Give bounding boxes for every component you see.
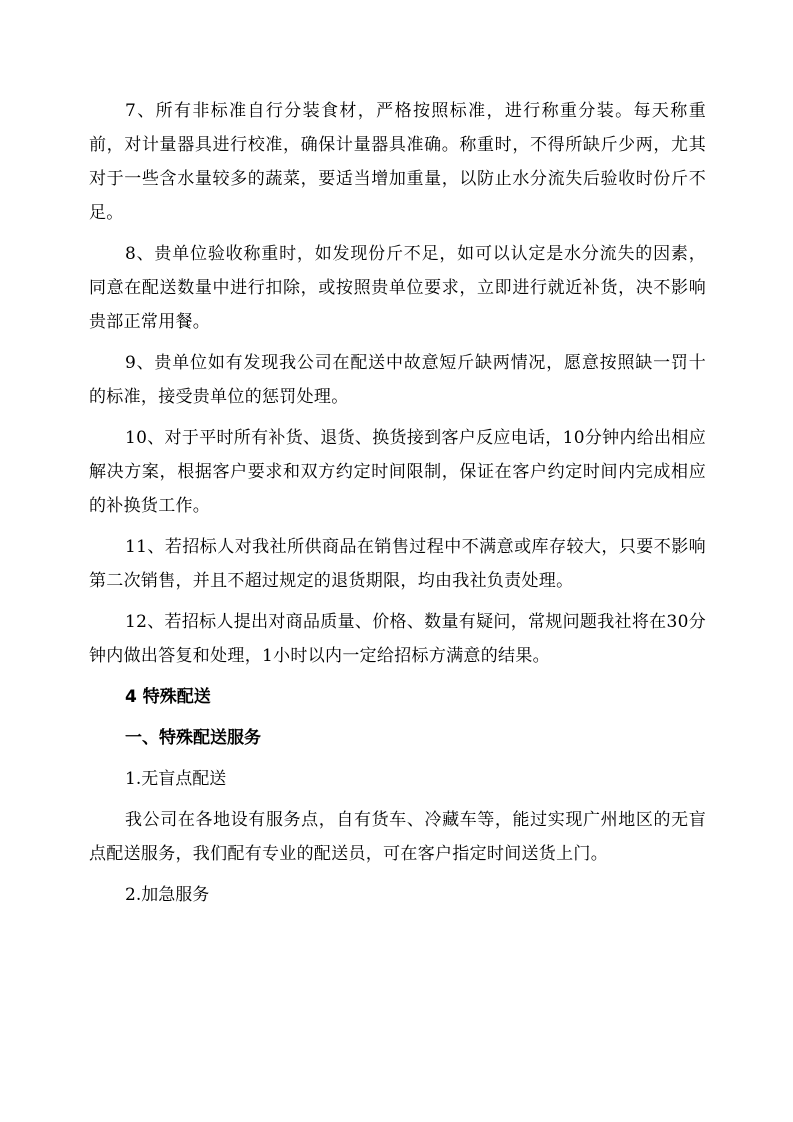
paragraph-7: 7、所有非标准自行分装食材，严格按照标准，进行称重分装。每天称重前，对计量器具进行校准，确保计量器具准确。称重时，不得所缺斤少两，尤其对于一些含水量较多的蔬菜，要适当增加重量，以防止水分流失后验收时份斤不足。 (89, 101, 706, 223)
paragraph-11: 11、若招标人对我社所供商品在销售过程中不满意或库存较大，只要不影响第二次销售，并且不超过规定的退货期限，均由我社负责处理。 (89, 537, 706, 591)
section-subheading: 一、特殊配送服务 (125, 728, 261, 748)
paragraph-10: 10、对于平时所有补货、退货、换货接到客户反应电话，10分钟内给出相应解决方案，根据客户要求和双方约定时间限制，保证在客户约定时间内完成相应的补换货工作。 (89, 428, 706, 516)
section-heading: 4 特殊配送 (125, 687, 211, 707)
item-2-title: 2.加急服务 (125, 885, 210, 905)
document-page (89, 94, 706, 919)
item-1-body: 我公司在各地设有服务点，自有货车、冷藏车等，能过实现广州地区的无盲点配送服务，我们配有专业的配送员，可在客户指定时间送货上门。 (89, 810, 706, 864)
paragraph-9: 9、贵单位如有发现我公司在配送中故意短斤缺两情况，愿意按照缺一罚十的标准，接受贵单位的惩罚处理。 (89, 353, 706, 407)
item-1-title: 1.无盲点配送 (125, 769, 227, 789)
paragraph-12: 12、若招标人提出对商品质量、价格、数量有疑问，常规问题我社将在30分钟内做出答复和处理，1小时以内一定给招标方满意的结果。 (89, 612, 706, 666)
paragraph-8: 8、贵单位验收称重时，如发现份斤不足，如可以认定是水分流失的因素，同意在配送数量中进行扣除，或按照贵单位要求，立即进行就近补货，决不影响贵部正常用餐。 (89, 244, 706, 332)
